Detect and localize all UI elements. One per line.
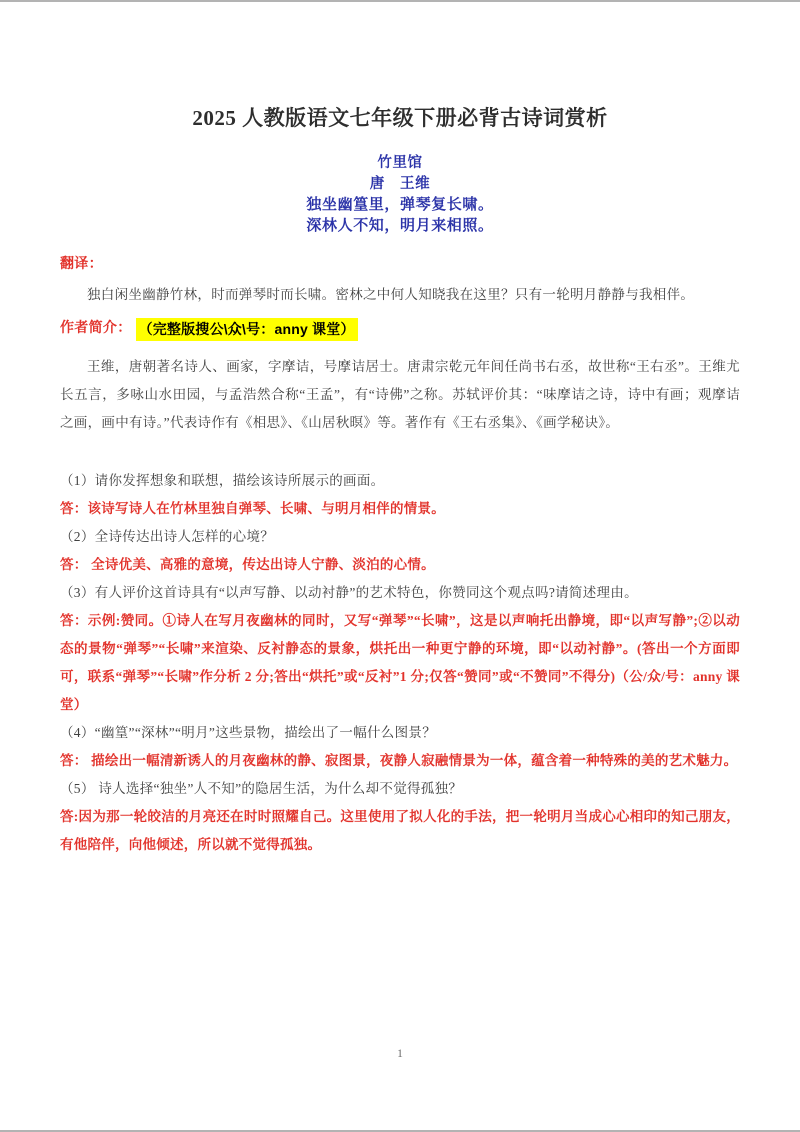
author-intro-header [60, 315, 740, 343]
poem-author: 唐 王维 [369, 176, 431, 193]
page-title: 2025 人教版语文七年级下册必背古诗词赏析 [192, 106, 608, 130]
page-number: 1 [397, 1048, 403, 1060]
qa-item-3 [60, 579, 740, 719]
author-intro-label: 作者简介： [60, 321, 132, 337]
question-1-text: （1）请你发挥想象和联想，描绘该诗所展示的画面。 [60, 473, 385, 489]
page-content [0, 2, 800, 859]
question-2-text: （2）全诗传达出诗人怎样的心境？ [60, 529, 275, 545]
poem-verse-line-1: 独坐幽篁里，弹琴复长啸。 [306, 197, 494, 214]
poem-verse-line-2: 深林人不知，明月来相照。 [306, 218, 494, 235]
translation-text: 独白闲坐幽静竹林，时而弹琴时而长啸。密林之中何人知晓我在这里？只有一轮明月静静与我相伴。 [87, 287, 695, 303]
answer-3-text: 答：示例:赞同。①诗人在写月夜幽林的同时，又写“弹琴”“长啸”，这是以声响托出静境，即“以声写静”;②以动态的景物“弹琴”“长啸”来渲染、反衬静态的景象，烘托出一种更宁静的环境，即“以动衬静”。(答出一个方面即可，联系“弹琴”“长啸”作分析 2 分;答出“烘托”或“反衬”1 分;仅答“赞同”或“不赞同”不得分)（公/众/号：anny 课堂） [60, 613, 740, 713]
answer-2-text: 答： 全诗优美、高雅的意境，传达出诗人宁静、淡泊的心情。 [60, 557, 435, 573]
answer-5-text: 答:因为那一轮皎洁的月亮还在时时照耀自己。这里使用了拟人化的手法，把一轮明月当成心心相印的知己朋友，有他陪伴，向他倾述，所以就不觉得孤独。 [60, 809, 740, 853]
question-4-text: （4）“幽篁”“深林”“明月”这些景物，描绘出了一幅什么图景？ [60, 725, 437, 741]
qa-item-2 [60, 523, 740, 579]
section-spacer [60, 437, 740, 467]
answer-4-text: 答： 描绘出一幅清新诱人的月夜幽林的静、寂图景，夜静人寂融情景为一体，蕴含着一种特殊的美的艺术魅力。 [60, 753, 738, 769]
question-5-text: （5） 诗人选择“独坐”人不知”的隐居生活，为什么却不觉得孤独？ [60, 781, 463, 797]
poem-title: 竹里馆 [377, 155, 423, 172]
qa-item-5 [60, 775, 740, 859]
question-3-text: （3）有人评价这首诗具有“以声写静、以动衬静”的艺术特色，你赞同这个观点吗?请简述理由。 [60, 585, 638, 601]
translation-label: 翻译： [60, 257, 103, 273]
promo-highlight-text: （完整版搜公\众\号：anny 课堂） [136, 318, 358, 341]
poem-block [60, 153, 740, 237]
qa-item-1 [60, 467, 740, 523]
author-intro-body: 王维，唐朝著名诗人、画家，字摩诘，号摩诘居士。唐肃宗乾元年间任尚书右丞，故世称“王右丞”。王维尤长五言，多咏山水田园，与孟浩然合称“王孟”，有“诗佛”之称。苏轼评价其：“味摩诘之诗，诗中有画；观摩诘之画，画中有诗。”代表诗作有《相思》、《山居秋暝》等。著作有《王右丞集》、《画学秘诀》。 [60, 359, 740, 431]
answer-1-text: 答：该诗写诗人在竹林里独自弹琴、长啸、与明月相伴的情景。 [60, 501, 445, 517]
qa-item-4 [60, 719, 740, 775]
